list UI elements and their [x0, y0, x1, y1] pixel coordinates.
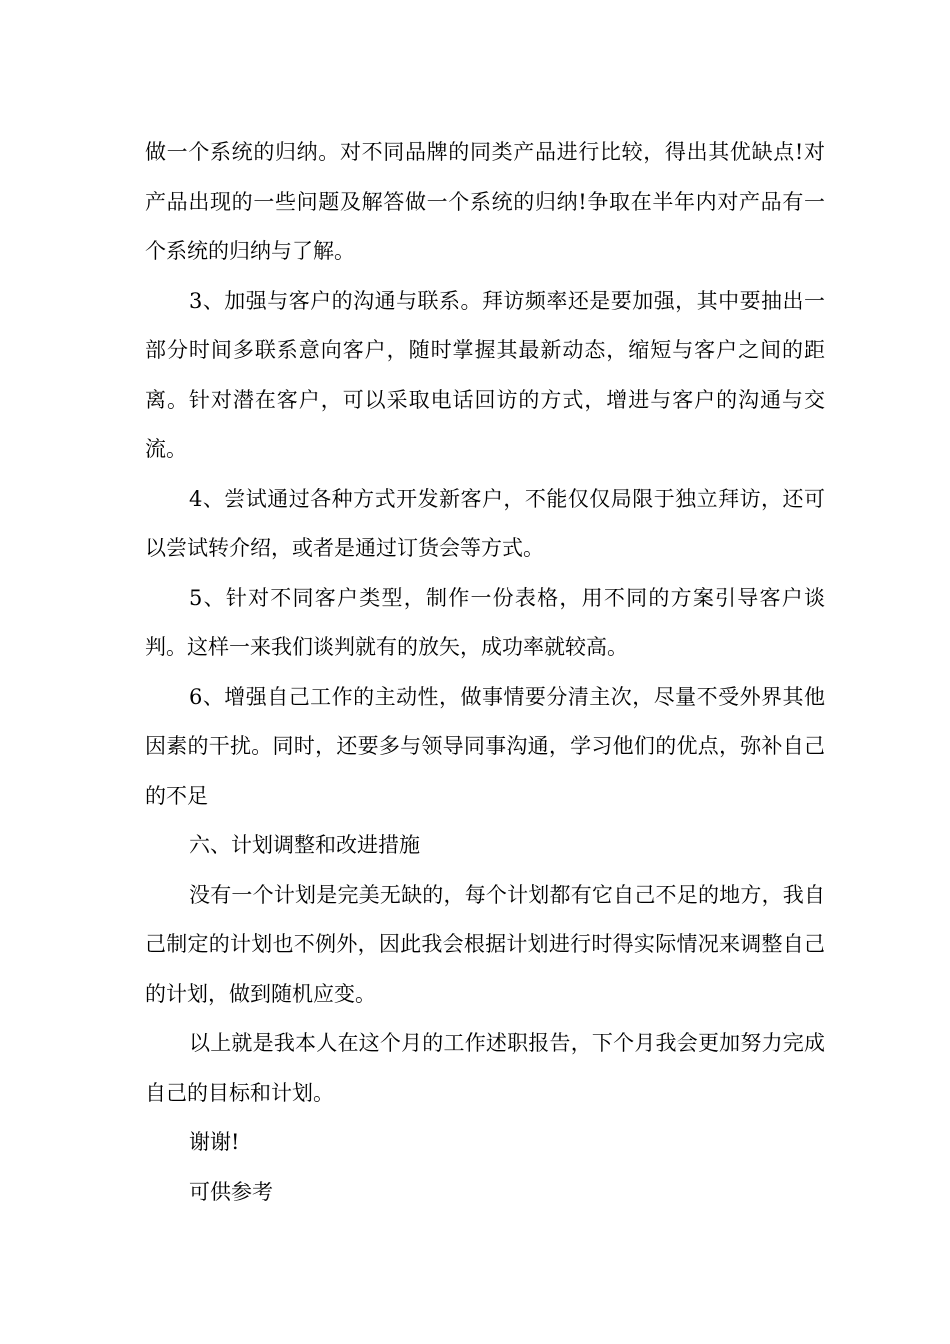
paragraph-item-3: 3、加强与客户的沟通与联系。拜访频率还是要加强，其中要抽出一部分时间多联系意向客户，随时掌握其最新动态，缩短与客户之间的距离。针对潜在客户，可以采取电话回访的方式，增进与客户的沟通与交流。	[145, 288, 825, 461]
document-body	[145, 128, 825, 1217]
closing-note: 可供参考	[189, 1179, 273, 1204]
paragraph-continuation: 做一个系统的归纳。对不同品牌的同类产品进行比较，得出其优缺点!对产品出现的一些问题及解答做一个系统的归纳!争取在半年内对产品有一个系统的归纳与了解。	[145, 140, 825, 263]
paragraph-item-5: 5、针对不同客户类型，制作一份表格，用不同的方案引导客户谈判。这样一来我们谈判就有的放矢，成功率就较高。	[145, 585, 825, 659]
paragraph-item-6: 6、增强自己工作的主动性，做事情要分清主次，尽量不受外界其他因素的干扰。同时，还要多与领导同事沟通，学习他们的优点，弥补自己的不足	[145, 684, 825, 808]
section-heading: 六、计划调整和改进措施	[189, 833, 420, 857]
paragraph-item-4: 4、尝试通过各种方式开发新客户，不能仅仅局限于独立拜访，还可以尝试转介绍，或者是通过订货会等方式。	[145, 486, 825, 560]
paragraph-conclusion: 以上就是我本人在这个月的工作述职报告，下个月我会更加努力完成自己的目标和计划。	[145, 1031, 825, 1105]
paragraph-adjustment: 没有一个计划是完美无缺的，每个计划都有它自己不足的地方，我自己制定的计划也不例外，因此我会根据计划进行时得实际情况来调整自己的计划，做到随机应变。	[145, 882, 825, 1006]
closing-thanks: 谢谢!	[189, 1130, 240, 1154]
